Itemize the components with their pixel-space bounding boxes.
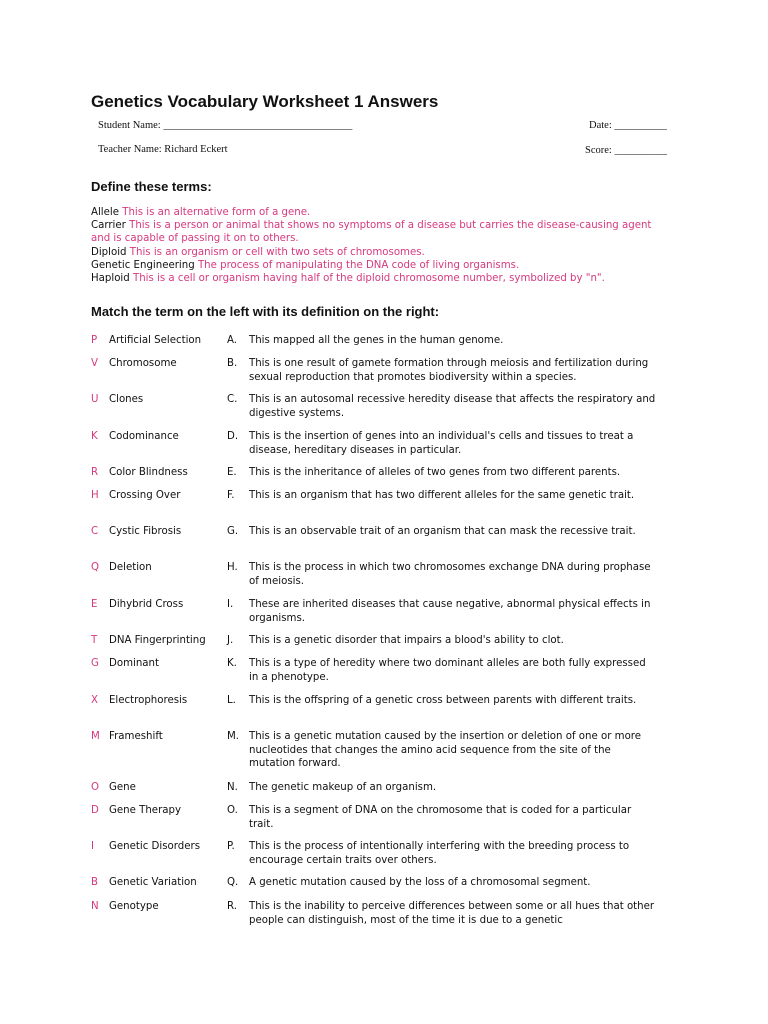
match-term: Codominance xyxy=(109,431,179,442)
match-definition xyxy=(227,357,657,384)
definition-term: Diploid xyxy=(91,246,127,258)
match-letter: K. xyxy=(227,658,237,669)
definition-answer: The process of manipulating the DNA code of living organisms. xyxy=(197,259,520,271)
match-definition xyxy=(227,804,657,831)
match-definition xyxy=(227,561,657,588)
match-term: Genetic Disorders xyxy=(109,841,201,852)
match-term: DNA Fingerprinting xyxy=(109,635,206,646)
match-letter: M. xyxy=(227,731,240,742)
match-letter: J. xyxy=(227,635,234,646)
score-field: Score: __________ xyxy=(585,145,667,156)
match-answer: X xyxy=(91,695,98,706)
match-answer: G xyxy=(91,658,99,669)
student-name-field: Student Name: ____________________________________ xyxy=(98,120,353,131)
definition-answer: This is an organism or cell with two sets of chromosomes. xyxy=(129,246,425,258)
match-letter: L. xyxy=(227,695,236,706)
teacher-name: Teacher Name: Richard Eckert xyxy=(98,144,228,155)
match-letter: B. xyxy=(227,358,238,369)
match-term: Color Blindness xyxy=(109,467,188,478)
match-term: Clones xyxy=(109,394,144,405)
definition-item xyxy=(91,246,671,259)
match-term: Electrophoresis xyxy=(109,695,188,706)
match-answer: U xyxy=(91,394,99,405)
match-definition-text: This is a genetic disorder that impairs a blood's ability to clot. xyxy=(249,635,564,646)
match-term: Artificial Selection xyxy=(109,335,202,346)
match-term: Genetic Variation xyxy=(109,877,197,888)
match-answer: B xyxy=(91,877,98,888)
match-definition xyxy=(227,598,657,625)
match-letter: C. xyxy=(227,394,238,405)
match-answer: Q xyxy=(91,562,100,573)
match-definition-text: This is the offspring of a genetic cross between parents with different traits. xyxy=(249,695,637,706)
match-term: Crossing Over xyxy=(109,490,181,501)
match-definition-text: A genetic mutation caused by the loss of a chromosomal segment. xyxy=(249,877,591,888)
definition-item xyxy=(91,259,671,272)
match-letter: Q. xyxy=(227,877,239,888)
match-term: Deletion xyxy=(109,562,152,573)
match-definition xyxy=(227,466,657,480)
definition-term: Carrier xyxy=(91,220,126,232)
definition-item xyxy=(91,272,671,285)
date-field: Date: __________ xyxy=(589,120,667,131)
match-definition-text: These are inherited diseases that cause negative, abnormal physical effects in organisms. xyxy=(249,599,651,624)
match-term: Gene xyxy=(109,782,136,793)
match-definition-text: This is the insertion of genes into an individual's cells and tissues to treat a disease, hereditary diseases in particular. xyxy=(249,431,634,456)
match-letter: R. xyxy=(227,901,237,912)
match-letter: G. xyxy=(227,526,239,537)
match-definition xyxy=(227,876,657,890)
match-definition-text: The genetic makeup of an organism. xyxy=(249,782,437,793)
match-letter: P. xyxy=(227,841,235,852)
match-letter: E. xyxy=(227,467,237,478)
definition-answer: This is a cell or organism having half of the diploid chromosome number, symbolized by "n". xyxy=(132,273,605,285)
definition-item xyxy=(91,219,671,245)
match-answer: C xyxy=(91,526,99,537)
match-definition xyxy=(227,730,657,771)
match-definition-text: This is an organism that has two different alleles for the same genetic trait. xyxy=(249,490,635,501)
match-definition xyxy=(227,694,657,708)
match-definition-text: This is an autosomal recessive heredity disease that affects the respiratory and digestive systems. xyxy=(249,394,656,419)
page-title: Genetics Vocabulary Worksheet 1 Answers xyxy=(91,92,439,111)
match-term: Gene Therapy xyxy=(109,805,181,816)
match-heading: Match the term on the left with its definition on the right: xyxy=(91,304,440,319)
match-definition-text: This is the process of intentionally interfering with the breeding process to encourage certain traits over others. xyxy=(249,841,630,866)
match-definition xyxy=(227,334,657,348)
match-answer: M xyxy=(91,731,100,742)
match-letter: A. xyxy=(227,335,238,346)
match-definition xyxy=(227,393,657,420)
match-letter: H. xyxy=(227,562,238,573)
match-definition xyxy=(227,634,657,648)
match-answer: T xyxy=(91,635,98,646)
match-answer: R xyxy=(91,467,99,478)
definition-item xyxy=(91,206,671,219)
match-definition-text: This mapped all the genes in the human genome. xyxy=(249,335,504,346)
match-answer: V xyxy=(91,358,98,369)
match-definition-text: This is one result of gamete formation through meiosis and fertilization during sexual reproduction that promotes biodiversity within a species. xyxy=(249,358,649,383)
definition-term: Genetic Engineering xyxy=(91,259,195,271)
match-answer: K xyxy=(91,431,98,442)
definition-answer: This is an alternative form of a gene. xyxy=(122,207,311,218)
match-term: Dominant xyxy=(109,658,159,669)
match-definition-text: This is the inability to perceive differences between some or all hues that other people can distinguish, most of the time it is due to a genetic xyxy=(249,901,655,926)
match-definition xyxy=(227,430,657,457)
definition-answer: This is a person or animal that shows no symptoms of a disease but carries the disease-causing agent and is capable of passing it on to others. xyxy=(91,220,652,245)
match-term: Dihybrid Cross xyxy=(109,599,184,610)
match-letter: F. xyxy=(227,490,235,501)
match-letter: D. xyxy=(227,431,239,442)
match-answer: D xyxy=(91,805,99,816)
match-letter: N. xyxy=(227,782,238,793)
match-definition-text: This is the process in which two chromosomes exchange DNA during prophase of meiosis. xyxy=(249,562,651,587)
match-answer: E xyxy=(91,599,98,610)
match-definition-text: This is a type of heredity where two dominant alleles are both fully expressed in a phenotype. xyxy=(249,658,646,683)
match-answer: I xyxy=(91,841,95,852)
match-definition xyxy=(227,525,657,539)
define-heading: Define these terms: xyxy=(91,179,212,194)
match-answer: N xyxy=(91,901,99,912)
match-definition xyxy=(227,840,657,867)
match-definition xyxy=(227,900,657,927)
match-letter: O. xyxy=(227,805,238,816)
match-answer: O xyxy=(91,782,100,793)
match-term: Frameshift xyxy=(109,731,163,742)
match-term: Chromosome xyxy=(109,358,177,369)
definition-term: Allele xyxy=(91,207,119,218)
match-answer: P xyxy=(91,335,98,346)
match-definition-text: This is the inheritance of alleles of two genes from two different parents. xyxy=(249,467,621,478)
match-definition xyxy=(227,489,657,503)
match-definition xyxy=(227,781,657,795)
match-letter: I. xyxy=(227,599,234,610)
definitions-list xyxy=(91,206,671,285)
definition-term: Haploid xyxy=(91,273,130,285)
match-term: Genotype xyxy=(109,901,159,912)
match-definition xyxy=(227,657,657,684)
match-answer: H xyxy=(91,490,99,501)
match-definition-text: This is an observable trait of an organism that can mask the recessive trait. xyxy=(249,526,636,537)
match-definition-text: This is a segment of DNA on the chromosome that is coded for a particular trait. xyxy=(249,805,632,830)
match-definition-text: This is a genetic mutation caused by the insertion or deletion of one or more nucleotides that changes the amino acid sequence from the site of the mutation forward. xyxy=(249,731,642,769)
match-term: Cystic Fibrosis xyxy=(109,526,182,537)
